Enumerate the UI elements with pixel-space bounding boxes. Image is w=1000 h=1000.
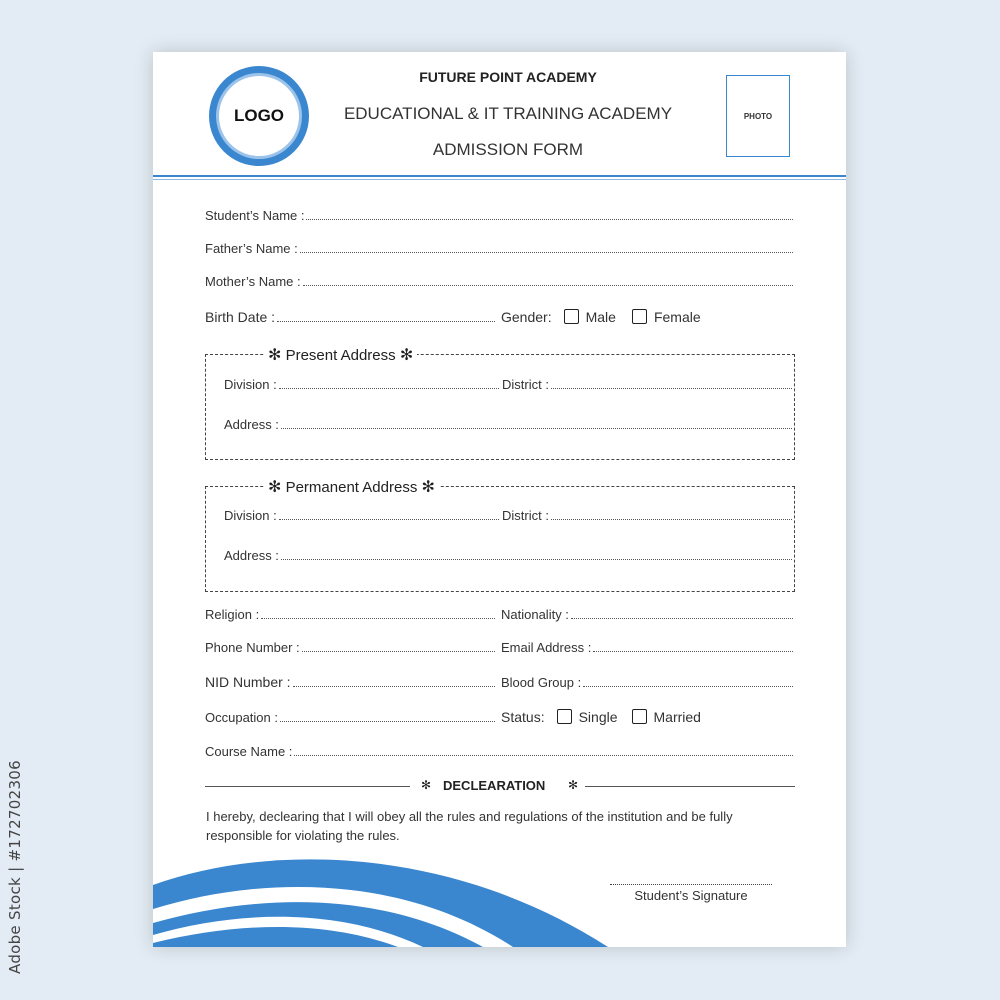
nid-line[interactable]: [293, 685, 495, 687]
email-field[interactable]: [501, 640, 793, 655]
religion-field[interactable]: [205, 607, 495, 622]
permanent-address-field[interactable]: [224, 548, 792, 563]
single-option-label: Single: [578, 709, 618, 725]
permanent-division-field[interactable]: [224, 508, 499, 523]
asterisk-icon: ✻: [268, 347, 282, 364]
photo-box[interactable]: [726, 75, 790, 157]
present-district-line[interactable]: [551, 387, 792, 389]
nationality-line[interactable]: [571, 617, 793, 619]
form-title: ADMISSION FORM: [432, 140, 584, 159]
decorative-wave: [153, 847, 623, 947]
email-label: Email Address :: [501, 640, 592, 655]
header-rule: [153, 175, 846, 177]
stock-id-text: Adobe Stock | #172702306: [6, 760, 24, 974]
nid-field[interactable]: [205, 674, 495, 690]
email-line[interactable]: [593, 650, 793, 652]
student-name-label: Student’s Name :: [205, 208, 305, 223]
declaration-text: I hereby, declearing that I will obey all the rules and regulations of the institution and be fully responsible for violating the rules.: [206, 809, 733, 843]
signature-label: Student’s Signature: [634, 888, 748, 903]
logo-text: LOGO: [233, 106, 285, 125]
permanent-division-line[interactable]: [279, 518, 499, 520]
nid-label: NID Number :: [205, 674, 291, 690]
status-label: Status:: [501, 709, 545, 725]
male-checkbox[interactable]: [564, 309, 579, 324]
academy-name: FUTURE POINT ACADEMY: [419, 69, 597, 85]
blood-group-line[interactable]: [583, 685, 793, 687]
signature-line[interactable]: [610, 884, 772, 885]
asterisk-icon: ✻: [399, 347, 414, 364]
present-address-title: [264, 345, 417, 365]
phone-field[interactable]: [205, 640, 495, 655]
gender-label: Gender:: [501, 309, 552, 325]
permanent-address-title: [264, 477, 439, 497]
present-address-title-text: Present Address: [285, 347, 396, 364]
blood-group-label: Blood Group :: [501, 675, 582, 690]
single-checkbox[interactable]: [557, 709, 572, 724]
asterisk-icon: ✻: [421, 778, 432, 792]
phone-label: Phone Number :: [205, 640, 300, 655]
student-name-field[interactable]: [205, 208, 793, 223]
occupation-line[interactable]: [280, 720, 495, 722]
birth-date-field[interactable]: [205, 309, 495, 325]
permanent-address-line[interactable]: [281, 558, 792, 560]
declaration-rule-right: [585, 786, 795, 787]
permanent-address-label: Address :: [224, 548, 279, 563]
father-name-line[interactable]: [300, 251, 793, 253]
mother-name-label: Mother’s Name :: [205, 274, 301, 289]
permanent-address-box: [205, 479, 795, 592]
present-division-label: Division :: [224, 377, 277, 392]
academy-subtitle: EDUCATIONAL & IT TRAINING ACADEMY: [343, 104, 673, 123]
occupation-field[interactable]: [205, 710, 495, 725]
gender-group: [501, 309, 701, 325]
father-name-field[interactable]: [205, 241, 793, 256]
married-option-label: Married: [653, 709, 701, 725]
male-option-label: Male: [585, 309, 616, 325]
present-address-box: [205, 347, 795, 460]
father-name-label: Father’s Name :: [205, 241, 298, 256]
nationality-label: Nationality :: [501, 607, 569, 622]
declaration-title: DECLEARATION: [443, 778, 546, 793]
present-address-line[interactable]: [281, 427, 792, 429]
birth-date-label: Birth Date :: [205, 309, 276, 325]
female-option-label: Female: [653, 309, 701, 325]
phone-line[interactable]: [302, 650, 495, 652]
mother-name-field[interactable]: [205, 274, 793, 289]
status-group: [501, 709, 701, 725]
asterisk-icon: ✻: [421, 479, 435, 496]
nationality-field[interactable]: [501, 607, 793, 622]
permanent-address-title-text: Permanent Address: [285, 479, 418, 496]
present-district-label: District :: [502, 377, 549, 392]
permanent-district-label: District :: [502, 508, 549, 523]
permanent-district-line[interactable]: [551, 518, 792, 520]
married-checkbox[interactable]: [632, 709, 647, 724]
religion-line[interactable]: [261, 617, 495, 619]
occupation-label: Occupation :: [205, 710, 278, 725]
mother-name-line[interactable]: [303, 284, 793, 286]
blood-group-field[interactable]: [501, 675, 793, 690]
permanent-district-field[interactable]: [502, 508, 792, 523]
birth-date-line[interactable]: [277, 320, 495, 322]
present-division-field[interactable]: [224, 377, 499, 392]
header-rule-thin: [153, 179, 846, 180]
course-name-label: Course Name :: [205, 744, 293, 759]
female-checkbox[interactable]: [632, 309, 647, 324]
logo-inner: [216, 73, 302, 159]
course-name-line[interactable]: [294, 754, 793, 756]
student-name-line[interactable]: [306, 218, 793, 220]
logo-circle: [209, 66, 309, 166]
present-address-field[interactable]: [224, 417, 792, 432]
admission-form-sheet: [153, 52, 846, 947]
course-name-field[interactable]: [205, 744, 793, 759]
asterisk-icon: ✻: [268, 479, 282, 496]
religion-label: Religion :: [205, 607, 260, 622]
permanent-division-label: Division :: [224, 508, 277, 523]
photo-label: PHOTO: [743, 111, 773, 121]
present-district-field[interactable]: [502, 377, 792, 392]
asterisk-icon: ✻: [568, 778, 579, 792]
declaration-rule-left: [205, 786, 410, 787]
present-address-label: Address :: [224, 417, 279, 432]
present-division-line[interactable]: [279, 387, 499, 389]
